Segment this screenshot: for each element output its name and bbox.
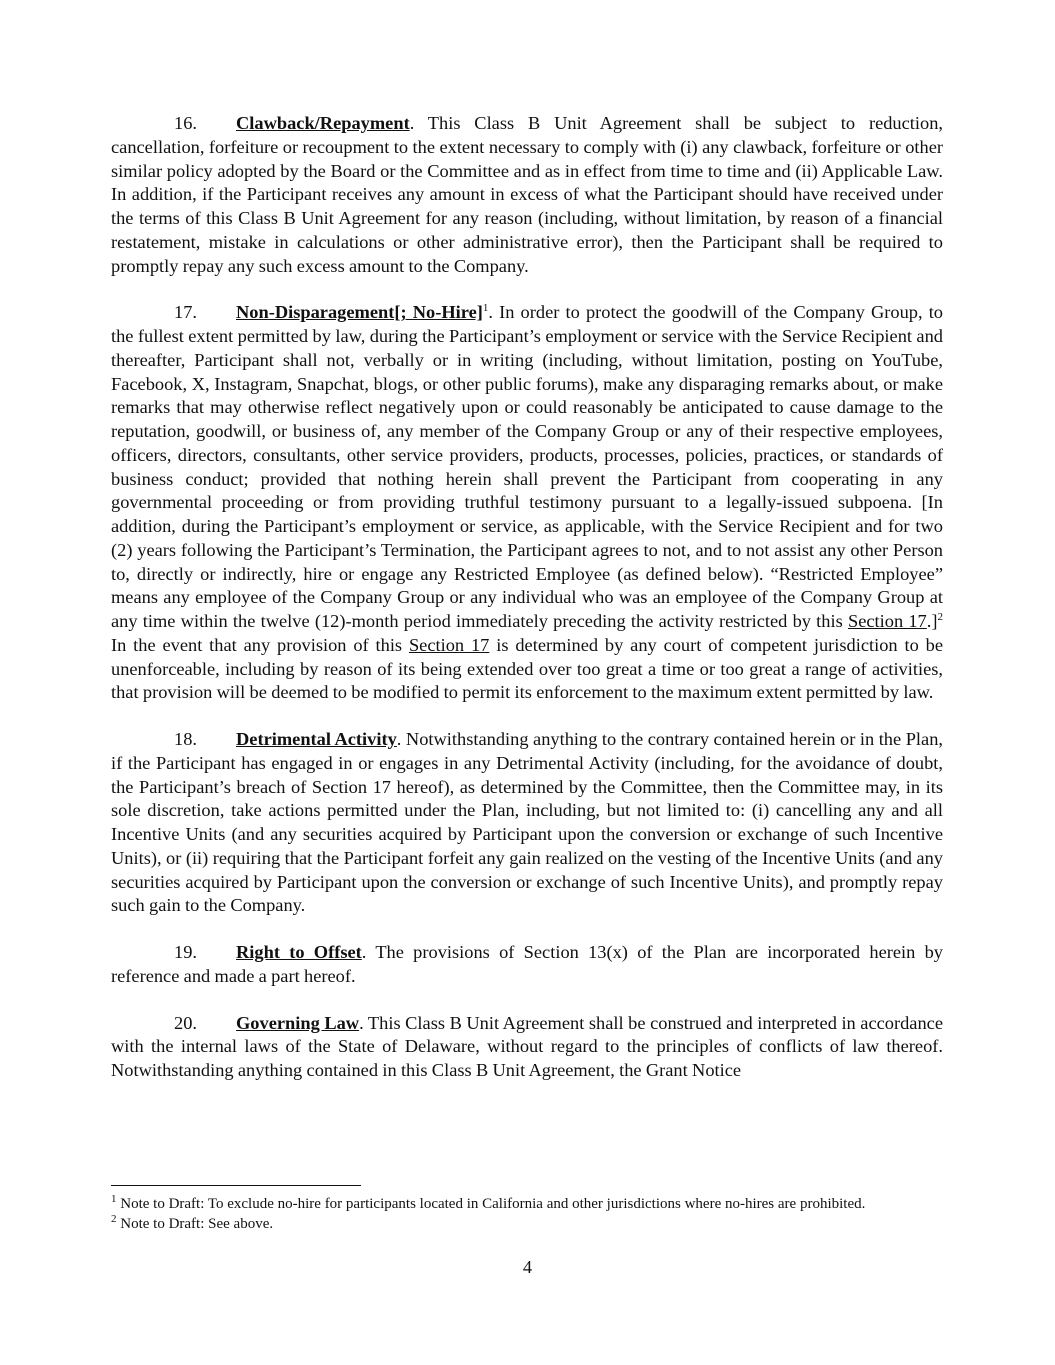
footnote-1 [111,1194,943,1214]
section-text: . In order to protect the goodwill of the Company Group, to the fullest extent permitted by law, during the Participant’s employment or service with the Service Recipient and thereafter, Participant shall not, verbally or in writing (including, without limitation, posting on YouTube, Facebook, X, Instagram, Snapchat, blogs, or other public forums), make any disparaging remarks about, or make remarks that may otherwise reflect negatively upon or could reasonably be anticipated to cause damage to the reputation, goodwill, or business of, any member of the Company Group or any of their respective employees, officers, directors, consultants, other service providers, products, processes, policies, practices, or standards of business conduct; provided that nothing herein shall prevent the Participant from cooperating in any governmental proceeding or from providing truthful testimony pursuant to a legally-issued subpoena. [In addition, during the Participant’s employment or service, as applicable, with the Service Recipient and for two (2) years following the Participant’s Termination, the Participant agrees to not, and to not assist any other Person to, directly or indirectly, hire or engage any Restricted Employee (as defined below). “Restricted Employee” means any employee of the Company Group or any individual who was an employee of the Company Group at any time within the twelve (12)-month period immediately preceding the activity restricted by this [111,302,943,631]
footnotes [111,1194,943,1234]
section-heading: Detrimental Activity [236,729,397,749]
section-text: In the event that any provision of this [111,634,409,655]
section-heading: Governing Law [236,1012,360,1033]
section-number: 17. [174,302,197,323]
section-16 [111,112,943,278]
document-body [111,112,943,1106]
footnote-mark: 1 [111,1193,117,1205]
section-heading: Non-Disparagement[; No-Hire] [236,302,483,323]
footnote-divider [111,1185,361,1186]
section-text: . This Class B Unit Agreement shall be subject to reduction, cancellation, forfeiture or recoupment to the extent necessary to comply with (i) any clawback, forfeiture or other similar policy adopted by the Board or the Committee and as in effect from time to time and (ii) Applicable Law. In addition, if the Participant receives any amount in excess of what the Participant should have received under the terms of this Class B Unit Agreement for any reason (including, without limitation, by reason of a financial restatement, mistake in calculations or other administrative error), then the Participant shall be required to promptly repay any such excess amount to the Company. [111,113,943,276]
section-text: . Notwithstanding anything to the contrary contained herein or in the Plan, if the Participant has engaged in or engages in any Detrimental Activity (including, for the avoidance of doubt, the Participant’s breach of Section 17 hereof), as determined by the Committee, then the Committee may, in its sole discretion, take actions permitted under the Plan, including, but not limited to: (i) cancelling any and all Incentive Units (and any securities acquired by Participant upon the conversion or exchange of such Incentive Units), or (ii) requiring that the Participant forfeit any gain realized on the vesting of the Incentive Units (and any securities acquired by Participant upon the conversion or exchange of such Incentive Units), and promptly repay such gain to the Company. [111,729,943,916]
section-number: 20. [174,1012,197,1033]
section-heading: Clawback/Repayment [236,113,410,133]
section-number: 19. [174,942,197,962]
section-number: 18. [174,729,197,749]
footnote-mark: 2 [111,1213,117,1225]
footnote-reference[interactable]: 2 [937,610,943,623]
section-text: .] [926,611,938,631]
footnote-2 [111,1214,943,1234]
section-17 [111,301,943,705]
section-heading: Right to Offset [236,942,362,962]
section-number: 16. [174,113,197,133]
section-cross-reference: Section 17 [847,611,927,631]
section-19 [111,941,943,989]
page-number: 4 [522,1257,533,1277]
section-text: is determined by any court of competent jurisdiction to be unenforceable, including by reason of its being extended over too great a time or too great a range of activities, that provision will be deemed to be modified to permit its enforcement to the maximum extent permitted by law. [111,634,943,703]
section-cross-reference: Section 17 [408,634,490,655]
section-20 [111,1012,943,1083]
footnote-text: Note to Draft: To exclude no-hire for participants located in California and other jurisdictions where no-hires are prohibited. [116,1196,866,1212]
section-text: . This Class B Unit Agreement shall be construed and interpreted in accordance with the internal laws of the State of Delaware, without regard to the principles of conflicts of law thereof. Notwithstanding anything contained in this Class B Unit Agreement, the Grant Notice [111,1012,943,1080]
footnote-text: Note to Draft: See above. [116,1216,274,1232]
footnote-reference[interactable]: 1 [482,302,489,315]
section-text: . The provisions of Section 13(x) of the Plan are incorporated herein by reference and made a part hereof. [111,942,943,986]
section-18 [111,728,943,918]
